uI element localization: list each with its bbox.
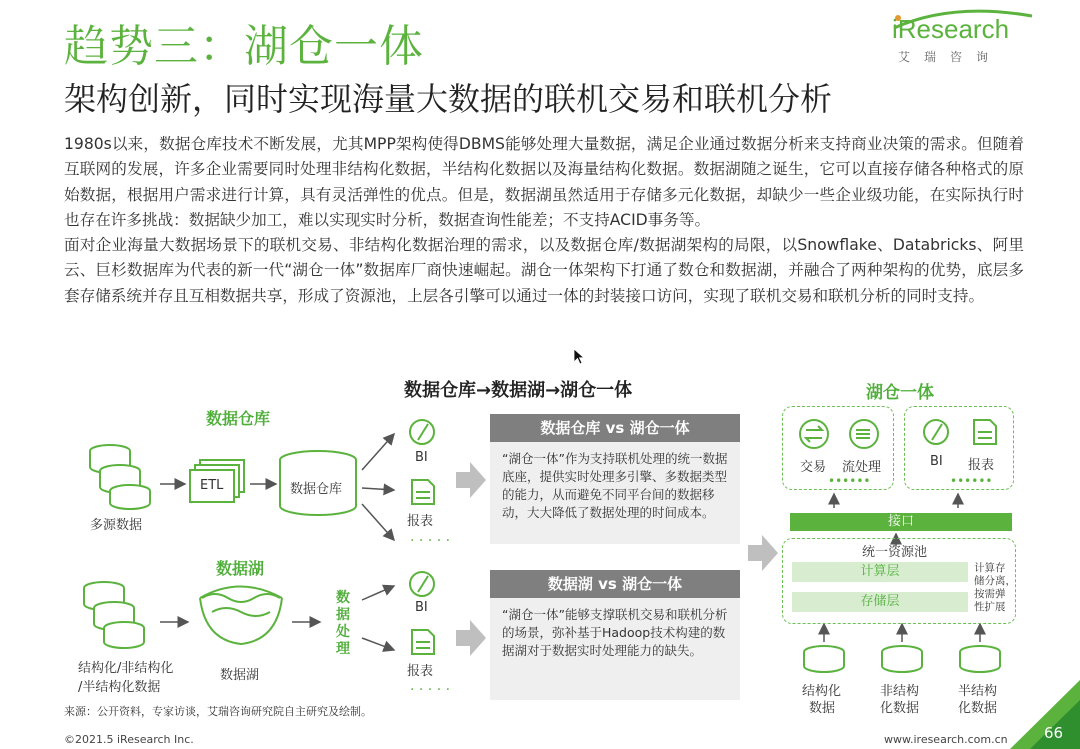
lakehouse-bi-label: BI xyxy=(930,454,943,469)
resource-pool-label: 统一资源池 xyxy=(862,545,928,560)
warehouse-report-label: 报表 xyxy=(407,514,434,529)
svg-text:••••••: •••••• xyxy=(950,474,993,488)
compare-warehouse-head: 数据仓库 vs 湖仓一体 xyxy=(490,414,740,442)
lakehouse-engine-box-1 xyxy=(782,406,894,490)
body-paragraph-1: 1980s以来，数据仓库技术不断发展，尤其MPP架构使得DBMS能够处理大量数据，满足企业通过数据分析来支持商业决策的需求。但随着互联网的发展，许多企业需要同时处理非结构化数据，半结构化数据以及海量结构化数据。数据湖随之诞生，它可以直接存储各种格式的原始数据，根据用户需求进行计算，具有灵活弹性的优点。但是，数据湖虽然适用于存储多元化数据，却缺少一些企业级功能，在实际执行时也存在许多挑战：数据缺少加工，难以实现实时分析，数据查询性能差；不支持ACID事务等。 xyxy=(64,135,1024,229)
lake-heading: 数据湖 xyxy=(216,559,265,578)
multi-source-db-icon xyxy=(90,445,150,509)
arrow xyxy=(362,504,394,540)
source-note: 来源：公开资料，专家访谈，艾瑞咨询研究院自主研究及绘制。 xyxy=(64,705,372,718)
data-lake-icon xyxy=(200,587,282,645)
lakehouse-report-label: 报表 xyxy=(968,458,995,473)
warehouse-heading: 数据仓库 xyxy=(206,409,271,428)
bi-icon xyxy=(410,572,434,596)
etl-label: ETL xyxy=(200,478,224,493)
copyright: ©2021.5 iResearch Inc. xyxy=(64,733,194,746)
lake-source-label-line1: 结构化/非结构化 xyxy=(78,661,174,676)
bi-icon xyxy=(410,420,434,444)
logo-word: iResearch xyxy=(892,14,1010,44)
lake-label: 数据湖 xyxy=(220,668,260,683)
big-arrow xyxy=(456,620,486,656)
big-arrow xyxy=(748,535,778,571)
svg-text:· · · · ·: · · · · · xyxy=(410,682,451,698)
semistructured-db-icon xyxy=(960,646,1000,672)
note-line: 按需弹 xyxy=(974,588,1006,600)
unstructured-data-label-1: 非结构 xyxy=(880,684,920,699)
note-line: 储分离， xyxy=(974,575,1016,587)
note-line: 性扩展 xyxy=(974,601,1006,613)
warehouse-bi-label: BI xyxy=(415,450,428,465)
report-icon xyxy=(412,630,434,654)
compare-warehouse-body: “湖仓一体”作为支持联机处理的统一数据底座，提供实时处理多引擎、多数据类型的能力，从而避免不同平台间的数据移动，大大降低了数据处理的时间成本。 xyxy=(490,442,740,544)
svg-text:· · · · ·: · · · · · xyxy=(410,533,451,549)
body-paragraph-2: 面对企业海量大数据场景下的联机交易、非结构化数据治理的需求，以及数据仓库/数据湖架构的局限，以Snowflake、Databricks、阿里云、巨杉数据库为代表的新一代“湖仓一体”数据库厂商快速崛起。湖仓一体架构下打通了数仓和数据湖，并融合了两种架构的优势，底层多套存储系统并存且互相数据共享，形成了资源池，上层各引擎可以通过一体的封装接口访问，实现了联机交易和联机分析的同时支持。 xyxy=(64,236,1024,305)
lake-bi-label: BI xyxy=(415,600,428,615)
unstructured-db-icon xyxy=(882,646,922,672)
structured-data-label-2: 数据 xyxy=(809,701,836,716)
note-line: 计算存 xyxy=(974,562,1006,574)
page-title: 趋势三：湖仓一体 xyxy=(64,21,424,72)
compute-storage-note xyxy=(974,562,1016,614)
trade-label: 交易 xyxy=(800,460,827,475)
report-icon xyxy=(412,480,434,504)
semistructured-data-label-2: 化数据 xyxy=(958,701,998,716)
lakehouse-engine-box-2 xyxy=(904,406,1014,490)
arrow xyxy=(362,638,394,650)
diagram-title: 数据仓库→数据湖→湖仓一体 xyxy=(404,380,633,401)
logo-subtitle: 艾瑞咨询 xyxy=(898,50,1003,64)
arrow xyxy=(362,488,394,490)
stream-processing-label: 流处理 xyxy=(842,460,882,475)
arrow xyxy=(362,434,394,470)
structured-db-icon xyxy=(804,646,844,672)
arrow xyxy=(362,586,394,600)
structured-data-label-1: 结构化 xyxy=(802,684,842,699)
lake-report-label: 报表 xyxy=(407,664,434,679)
multi-source-label: 多源数据 xyxy=(90,518,143,533)
data-processing-label: 数据处理 xyxy=(336,590,350,657)
lakehouse-heading: 湖仓一体 xyxy=(866,383,934,403)
page-subtitle: 架构创新，同时实现海量大数据的联机交易和联机分析 xyxy=(64,80,833,118)
storage-layer: 存储层 xyxy=(792,592,968,612)
warehouse-store-label: 数据仓库 xyxy=(290,482,343,497)
big-arrow xyxy=(456,462,486,498)
svg-text:••••••: •••••• xyxy=(828,474,871,488)
compare-lake-body: “湖仓一体”能够支撑联机交易和联机分析的场景，弥补基于Hadoop技术构建的数据湖对于数据实时处理能力的缺失。 xyxy=(490,598,740,700)
semistructured-data-label-1: 半结构 xyxy=(958,684,998,699)
lake-source-label-line2: /半结构化数据 xyxy=(78,680,161,695)
interface-bar: 接口 xyxy=(790,513,1012,531)
page-number: 66 xyxy=(1044,724,1064,742)
compare-lake-head: 数据湖 vs 湖仓一体 xyxy=(490,570,740,598)
site-url: www.iresearch.com.cn xyxy=(884,733,1008,746)
unstructured-data-label-2: 化数据 xyxy=(880,701,920,716)
compute-layer: 计算层 xyxy=(792,562,968,582)
lake-source-db-icon xyxy=(84,582,144,648)
